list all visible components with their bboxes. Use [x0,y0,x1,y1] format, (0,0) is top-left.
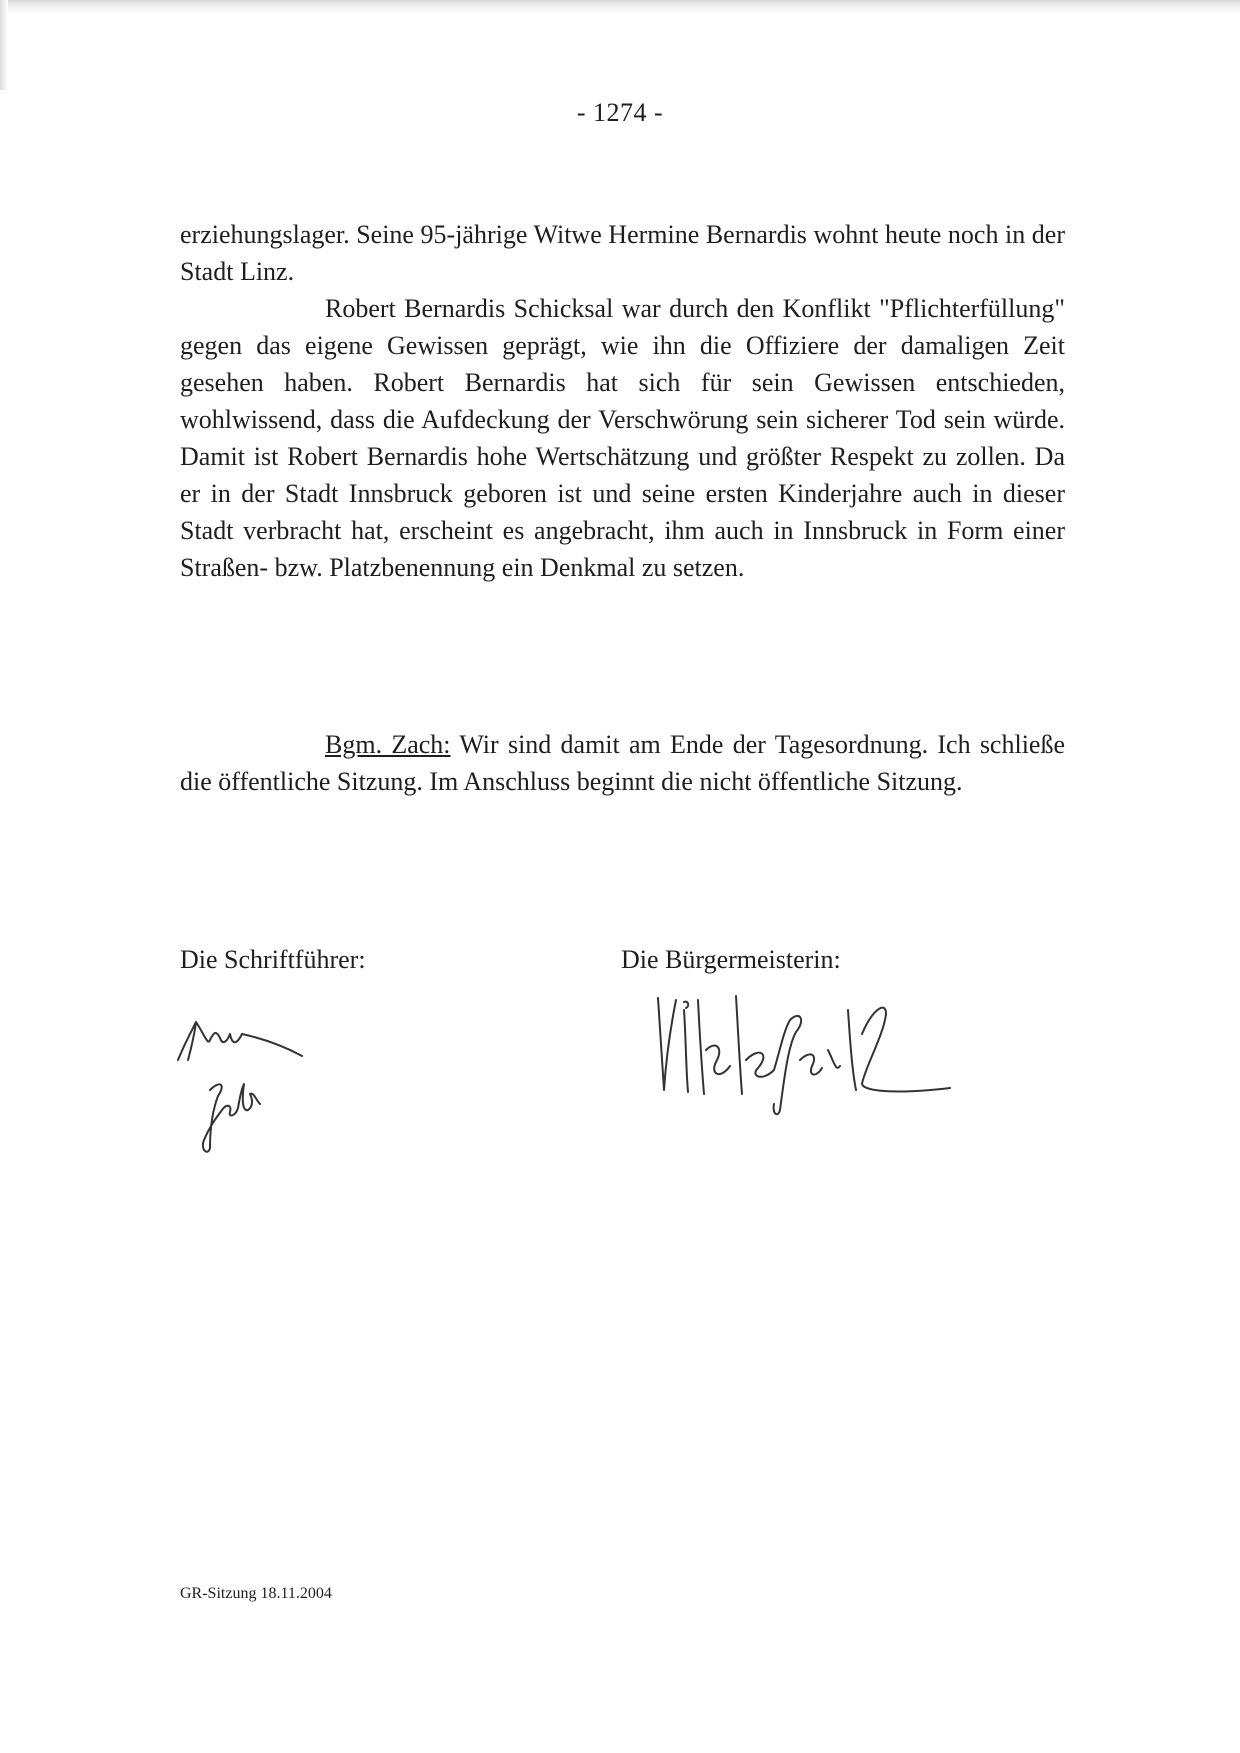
secretary-signatures [170,1000,340,1160]
scan-edge-left [0,0,8,90]
body-text [180,216,1065,586]
speaker-label: Bgm. Zach: [325,730,451,759]
secretary-signature-1 [178,1022,302,1060]
secretary-label: Die Schriftführer: [180,945,366,974]
closing-statement [180,726,1065,800]
closing-text: Wir sind damit am Ende der Tagesordnung. Ich schließe die öffentliche Sitzung. Im Anschluss beginnt die nicht öffentliche Sitzung. [180,730,1066,796]
footer-session-date: GR-Sitzung 18.11.2004 [180,1585,332,1602]
mayor-signature [650,990,970,1120]
paragraph-continuation: erziehungslager. Seine 95-jährige Witwe Hermine Bernardis wohnt heute noch in der Stadt Linz. [180,220,1065,286]
mayor-label: Die Bürgermeisterin: [621,945,841,974]
secretary-signature-2 [203,1084,260,1152]
scan-edge-top [0,0,1240,14]
closing-paragraph [180,726,1065,800]
paragraph-bernardis: Robert Bernardis Schicksal war durch den Konflikt "Pflichterfüllung" gegen das eigene Gewissen geprägt, wie ihn die Offiziere der damaligen Zeit gesehen haben. Robert Bernardis hat sich für sein Gewissen entschieden, wohlwissend, dass die Aufdeckung der Verschwörung sein sicherer Tod sein würde. Damit ist Robert Bernardis hohe Wertschätzung und größter Respekt zu zollen. Da er in der Stadt Innsbruck geboren ist und seine ersten Kinderjahre auch in dieser Stadt verbracht hat, erscheint es angebracht, ihm auch in Innsbruck in Form einer Straßen- bzw. Platzbenennung ein Denkmal zu setzen. [180,294,1065,582]
page-number: - 1274 - [576,98,664,127]
